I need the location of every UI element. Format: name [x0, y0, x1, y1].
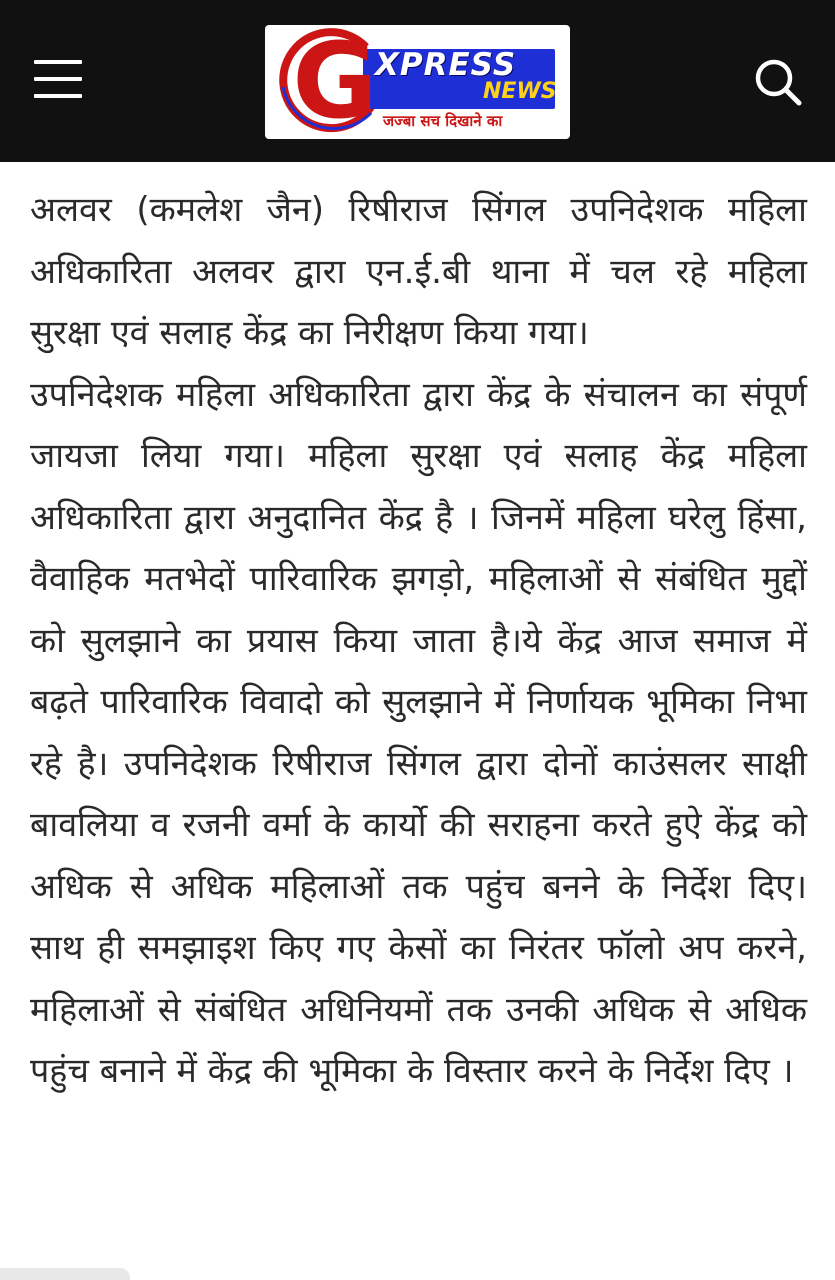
logo-badge	[265, 25, 570, 139]
logo-xpress-text: XPRESS	[375, 47, 517, 83]
site-logo[interactable]	[265, 25, 570, 139]
search-icon[interactable]	[753, 57, 803, 107]
article-paragraph: उपनिदेशक महिला अधिकारिता द्वारा केंद्र के संचालन का संपूर्ण जायजा लिया गया। महिला सुरक्षा एवं सलाह केंद्र महिला अधिकारिता द्वारा अनुदानित केंद्र है । जिनमें महिला घरेलु हिंसा, वैवाहिक मतभेदों पारिवारिक झगड़ो, महिलाओं से संबंधित मुद्दों को सुलझाने का प्रयास किया जाता है।ये केंद्र आज समाज में बढ़ते पारिवारिक विवादो को सुलझाने में निर्णायक भूमिका निभा रहे है। उपनिदेशक रिषीराज सिंगल द्वारा दोनों काउंसलर साक्षी बावलिया व रजनी वर्मा के कार्यो की सराहना करते हुऐ केंद्र को अधिक से अधिक महिलाओं तक पहुंच बनने के निर्देश दिए। साथ ही समझाइश किए गए केसों का निरंतर फॉलो अप करने, महिलाओं से संबंधित अधिनियमों तक उनकी अधिक से अधिक पहुंच बनाने में केंद्र की भूमिका के विस्तार करने के निर्देश दिए ।	[30, 374, 807, 1091]
logo-tagline: जज्बा सच दिखाने का	[383, 112, 503, 130]
hamburger-menu-icon[interactable]	[34, 58, 82, 100]
article-paragraph: अलवर (कमलेश जैन) रिषीराज सिंगल उपनिदेशक महिला अधिकारिता अलवर द्वारा एन.ई.बी थाना में चल रहे महिला सुरक्षा एवं सलाह केंद्र का निरीक्षण किया गया।	[30, 190, 807, 353]
article-body	[30, 180, 807, 1103]
svg-text:G: G	[292, 31, 378, 131]
logo-g-letter	[285, 31, 385, 131]
top-app-bar	[0, 0, 835, 162]
logo-news-text: NEWS	[483, 79, 557, 104]
bottom-handle	[0, 1268, 130, 1280]
